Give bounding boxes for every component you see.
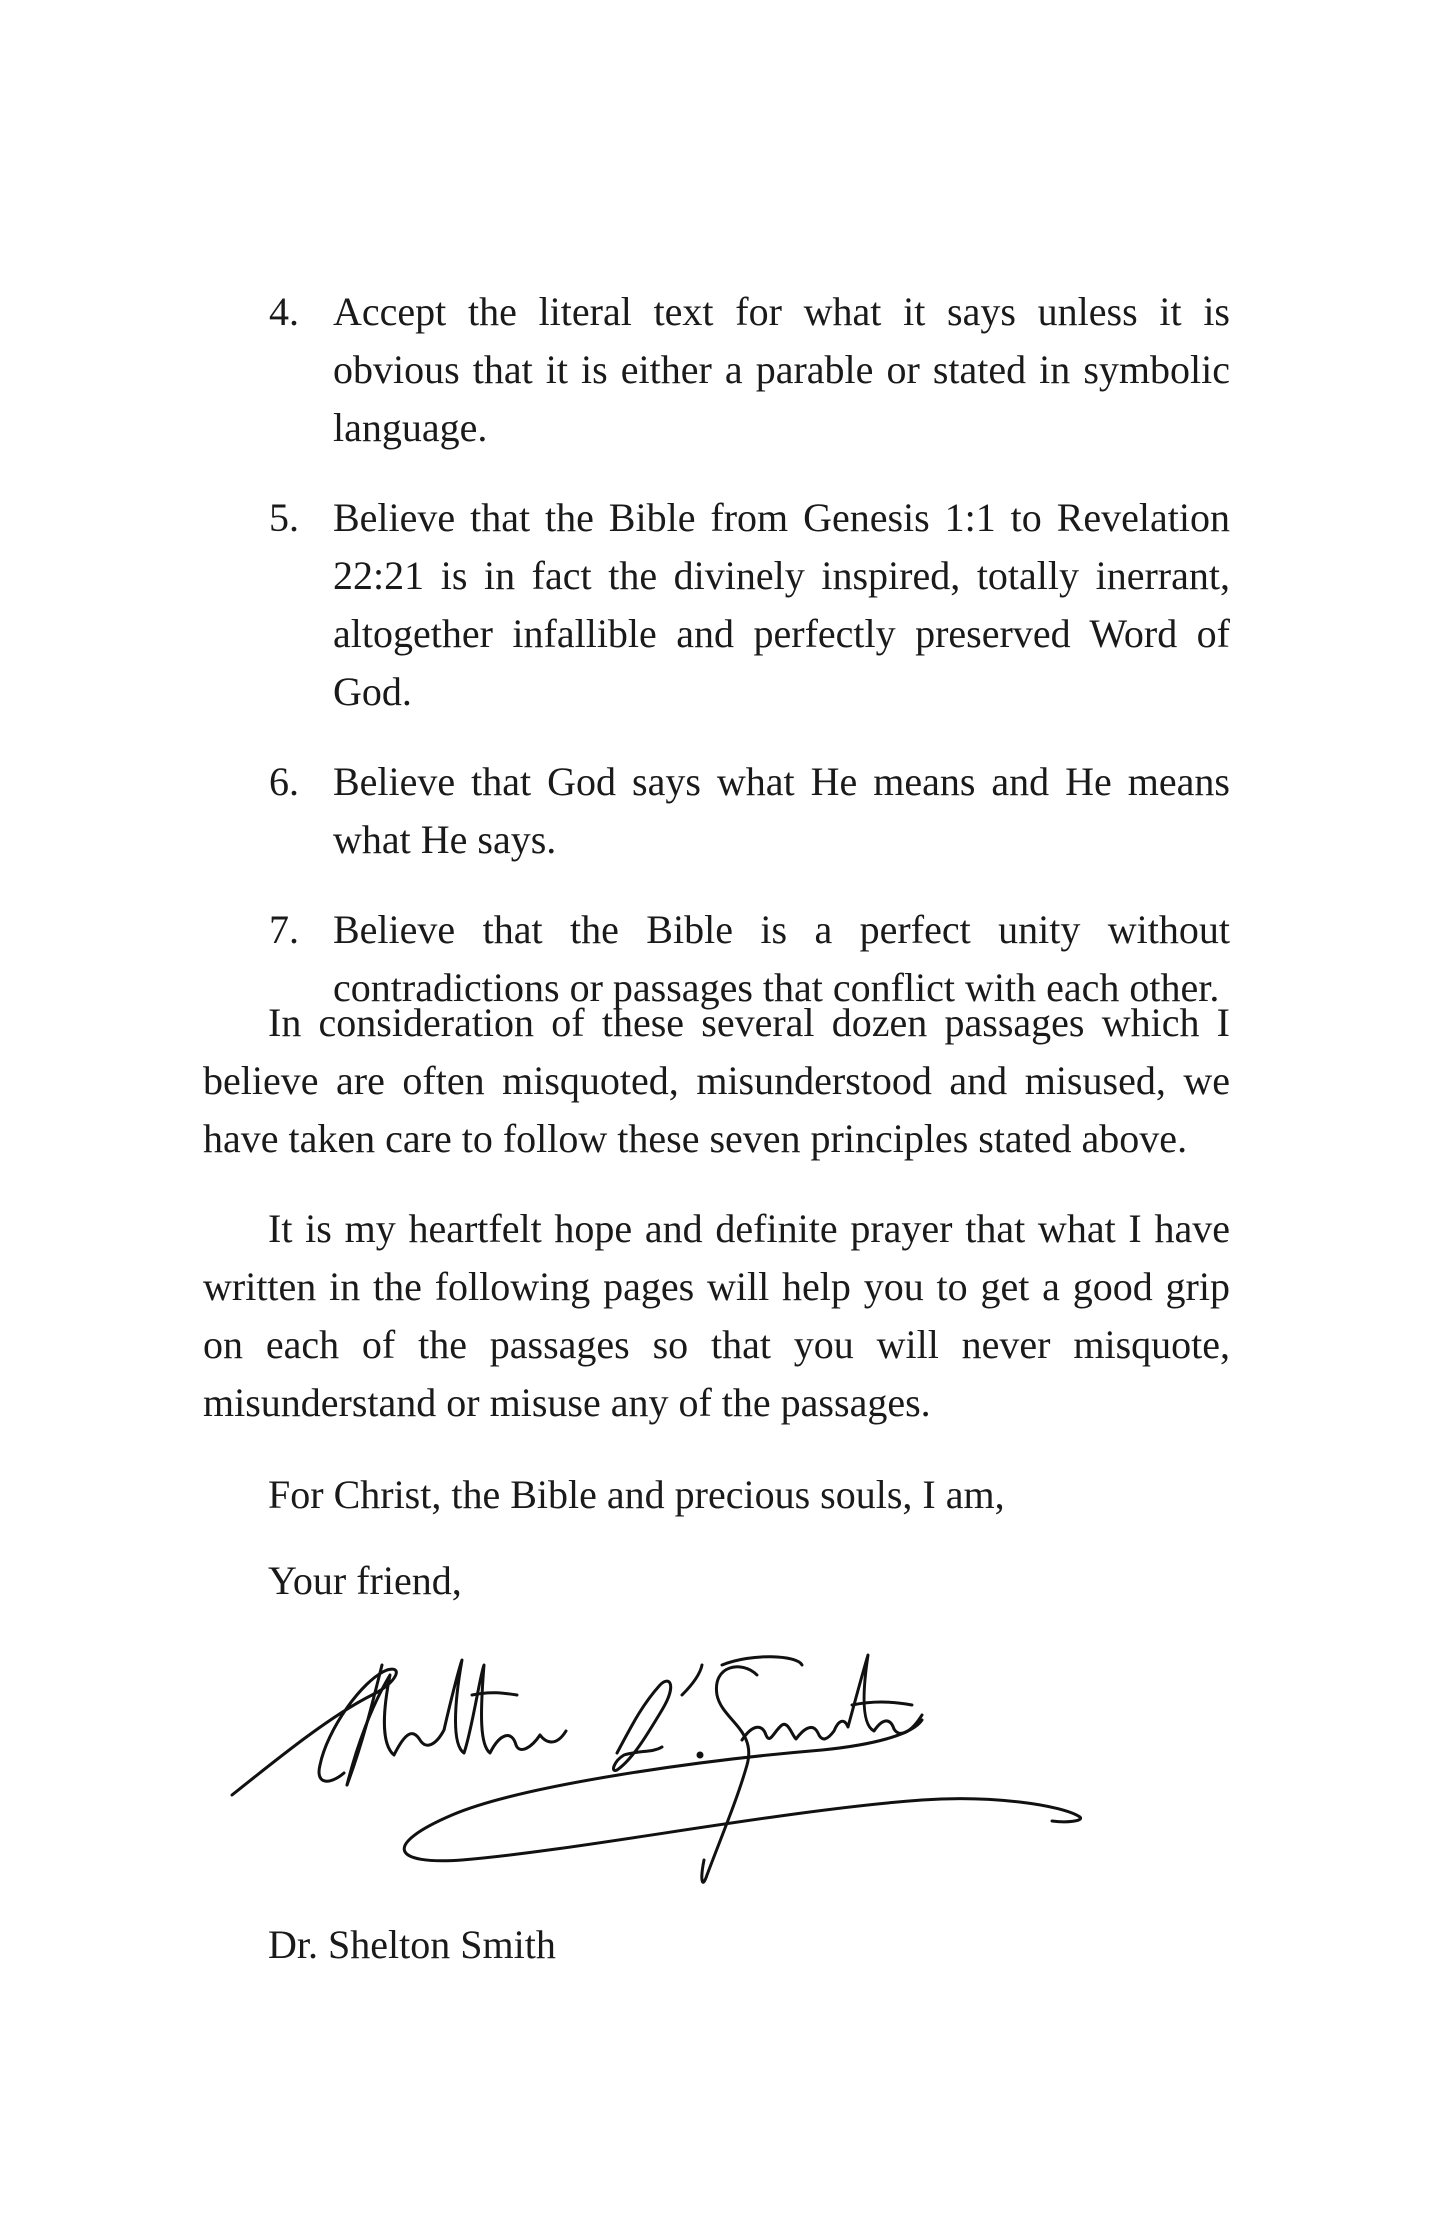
- list-item-number: 5.: [269, 495, 299, 540]
- list-item-number: 4.: [269, 289, 299, 334]
- list-item-text: Accept the literal text for what it says unless it is obvious that it is either a parable or stated in symbolic language.: [333, 289, 1230, 450]
- list-item: [203, 753, 1230, 869]
- list-item: [203, 283, 1230, 457]
- list-item-text: Believe that the Bible is a perfect unity without contradictions or passages that conflict with each other.: [333, 907, 1230, 1010]
- list-item: [203, 489, 1230, 721]
- signature-image: [222, 1635, 1082, 1895]
- closing-line: For Christ, the Bible and precious souls, I am,: [268, 1472, 1005, 1517]
- salutation: Your friend,: [268, 1558, 462, 1603]
- list-item-number: 7.: [269, 907, 299, 952]
- paragraph: It is my heartfelt hope and definite prayer that what I have written in the following pages will help you to get a good grip on each of the passages so that you will never misquote, misunderstand or misuse any of the passages.: [203, 1206, 1230, 1425]
- body-paragraphs: [203, 994, 1230, 1464]
- list-item-text: Believe that the Bible from Genesis 1:1 to Revelation 22:21 is in fact the divinely inspired, totally inerrant, altogether infallible and perfectly preserved Word of God.: [333, 495, 1230, 714]
- paragraph: In consideration of these several dozen passages which I believe are often misquoted, misunderstood and misused, we have taken care to follow these seven principles stated above.: [203, 1000, 1230, 1161]
- list-item-number: 6.: [269, 759, 299, 804]
- signer-name: Dr. Shelton Smith: [268, 1922, 556, 1967]
- principles-list: [203, 283, 1230, 1049]
- list-item-text: Believe that God says what He means and He means what He says.: [333, 759, 1230, 862]
